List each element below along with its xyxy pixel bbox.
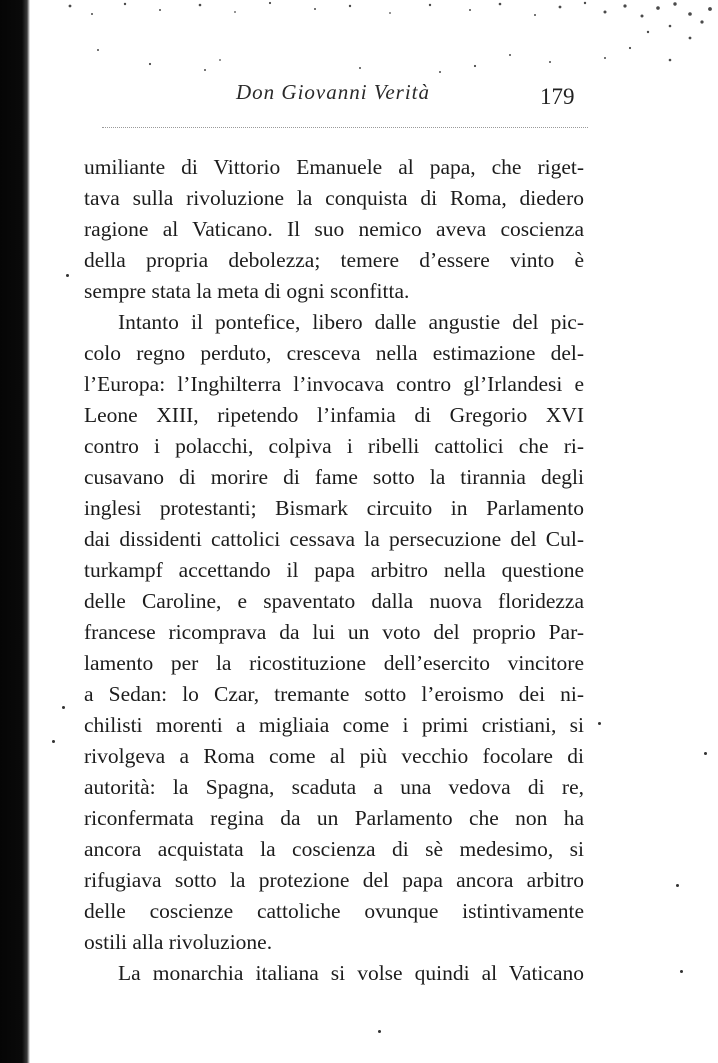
text-line: Leone XIII, ripetendo l’infamia di Gregorio XVI <box>84 403 584 427</box>
text-line: delle Caroline, e spaventato dalla nuova floridezza <box>84 589 584 613</box>
text-line: rivolgeva a Roma come al più vecchio focolare di <box>84 744 584 768</box>
text-line: chilisti morenti a migliaia come i primi cristiani, si <box>84 713 584 737</box>
paragraph-start-line: Intanto il pontefice, libero dalle angustie del pic- <box>118 310 584 334</box>
text-line: rifugiava sotto la protezione del papa ancora arbitro <box>84 868 584 892</box>
text-line: delle coscienze cattoliche ovunque istintivamente <box>84 899 584 923</box>
scan-speck <box>598 722 601 725</box>
text-line: ragione al Vaticano. Il suo nemico aveva coscienza <box>84 217 584 241</box>
text-line: ancora acquistata la coscienza di sè medesimo, si <box>84 837 584 861</box>
page-header <box>236 80 616 114</box>
text-line: colo regno perduto, cresceva nella estimazione del- <box>84 341 584 365</box>
text-line: ostili alla rivoluzione. <box>84 930 273 954</box>
text-line: dai dissidenti cattolici cessava la persecuzione del Cul- <box>84 527 584 551</box>
running-title: Don Giovanni Verità <box>236 80 430 104</box>
text-line: riconfermata regina da un Parlamento che non ha <box>84 806 584 830</box>
text-line: l’Europa: l’Inghilterra l’invocava contro gl’Irlandesi e <box>84 372 584 396</box>
scan-speck <box>680 970 683 973</box>
scan-speck <box>704 752 707 755</box>
text-line: inglesi protestanti; Bismark circuito in Parlamento <box>84 496 584 520</box>
body-text <box>84 152 584 989</box>
text-line: francese ricomprava da lui un voto del proprio Par- <box>84 620 584 644</box>
text-line: autorità: la Spagna, scaduta a una vedova di re, <box>84 775 584 799</box>
scan-speck <box>52 740 55 743</box>
text-line: lamento per la ricostituzione dell’esercito vincitore <box>84 651 584 675</box>
scan-speck <box>66 274 69 277</box>
text-line: della propria debolezza; temere d’essere vinto è <box>84 248 584 272</box>
text-line: sempre stata la meta di ogni sconfitta. <box>84 279 410 303</box>
scan-noise <box>30 0 718 80</box>
scan-speck <box>62 706 65 709</box>
scan-speck <box>378 1030 381 1033</box>
text-line: contro i polacchi, colpiva i ribelli cattolici che ri- <box>84 434 584 458</box>
text-line: tava sulla rivoluzione la conquista di Roma, diedero <box>84 186 584 210</box>
page-binding-edge <box>0 0 30 1063</box>
header-rule <box>102 127 588 128</box>
paragraph-start-line: La monarchia italiana si volse quindi al Vaticano <box>118 961 584 985</box>
text-line: a Sedan: lo Czar, tremante sotto l’eroismo dei ni- <box>84 682 584 706</box>
page-number: 179 <box>540 84 575 109</box>
text-line: umiliante di Vittorio Emanuele al papa, che riget- <box>84 155 584 179</box>
text-line: turkampf accettando il papa arbitro nella questione <box>84 558 584 582</box>
scan-speck <box>676 884 679 887</box>
text-line: cusavano di morire di fame sotto la tirannia degli <box>84 465 584 489</box>
